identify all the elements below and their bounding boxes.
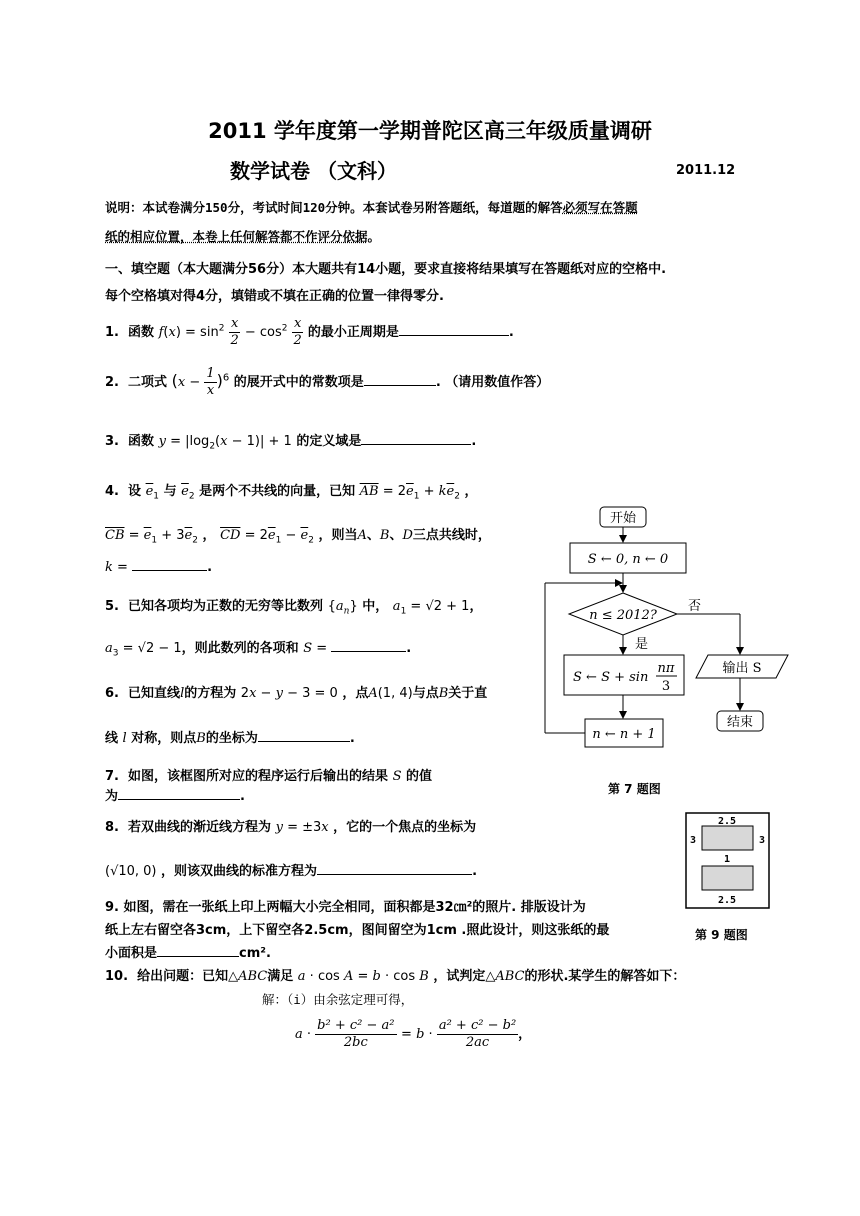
flow-init-label: S ← 0, n ← 0 — [587, 552, 669, 567]
photo-top — [702, 826, 753, 850]
question-8: 8. 若双曲线的渐近线方程为 y = ±3x ，它的一个焦点的坐标为 — [105, 820, 477, 835]
flow-end-label: 结束 — [726, 715, 754, 730]
q2-text: 二项式 — [128, 375, 168, 390]
q8-question: ，则该双曲线的标准方程为 — [161, 864, 318, 879]
instructions-line-1 — [105, 198, 638, 216]
photo-bottom — [702, 866, 753, 890]
q6-symmetric: 对称，则点 — [131, 731, 197, 746]
question-6-line-2: 线 l 对称，则点B的坐标为 . — [105, 727, 355, 746]
q8-text: 若双曲线的渐近线方程为 — [128, 820, 272, 835]
q4-text: 设 — [128, 484, 142, 499]
q9-figure-caption: 第 9 题图 — [695, 928, 748, 942]
question-3: 3. 函数 $y = |\log_2(x - 1)| + 1$ 的定义域是 . — [105, 430, 476, 452]
q10-eq-end: ， — [518, 1027, 532, 1042]
q5-number: 5. — [105, 599, 119, 614]
flow-update-den: 3 — [661, 679, 671, 694]
q9-unit: cm². — [239, 946, 271, 961]
q10-equation: a · $\frac{\text{b² + c² − a²}}{2bc}$ = b · $\frac{\text{a² + c² − b²}}{2ac}$ ， — [295, 1018, 532, 1050]
q9-number: 9. — [105, 900, 119, 915]
q5-end: . — [406, 641, 412, 656]
q5-question: ，则此数列的各项和 — [181, 641, 299, 656]
q4-and: 与 — [163, 484, 177, 499]
flow-condition-label: n ≤ 2012? — [589, 608, 657, 623]
q2-question: 的展开式中的常数项是 — [233, 375, 364, 390]
fig9-right-margin: 3 — [758, 835, 766, 846]
page-subtitle: 数学试卷 （文科） — [230, 159, 397, 183]
q8-number: 8. — [105, 820, 119, 835]
q8-end: . — [472, 864, 478, 879]
question-7-line-2 — [105, 785, 245, 804]
q4-line1-end: ， — [464, 484, 478, 499]
q9-question: 小面积是 — [105, 946, 158, 961]
instructions-emphasis-2: 纸的相应位置，本卷上任何解答都不作评分依据 — [105, 229, 368, 244]
q7-flowchart — [540, 500, 800, 800]
q10-number: 10. — [105, 969, 129, 984]
q3-text: 函数 — [128, 434, 155, 449]
q3-question: 的定义域是 — [296, 434, 362, 449]
q6-equation-label: 的方程为 — [184, 686, 237, 701]
q4-collinear: 三点共线时， — [412, 528, 491, 543]
question-4-line-3: k = . — [105, 557, 212, 575]
q2-number: 2. — [105, 375, 119, 390]
q6-question: 的坐标为 — [205, 731, 258, 746]
instructions-end: 。 — [367, 229, 381, 244]
question-5: 5. 已知各项均为正数的无穷等比数列 $\{a_n\}$ 中， $a_1 = √2 + 1$， — [105, 599, 483, 617]
flow-update-label: S ← S + sin — [573, 670, 649, 685]
q4-answer-blank — [132, 557, 207, 571]
q3-end: . — [471, 434, 477, 449]
instructions-emphasis: 必须写在答题 — [562, 200, 638, 215]
question-2: 2. 二项式 (x − $\frac{1}{x}$ )$^6$ 的展开式中的常数项是 . （请用数值作答） — [105, 366, 550, 398]
q4-number: 4. — [105, 484, 119, 499]
flow-increment-label: n ← n + 1 — [592, 727, 656, 742]
q7-for: 为 — [105, 789, 119, 804]
q5-in: 中， — [362, 599, 389, 614]
instructions-text: 说明：本试卷满分150分，考试时间120分钟。本套试卷另附答题纸，每道题的解答 — [105, 200, 563, 215]
question-6: 6. 已知直线l的方程为 2x − y − 3 = 0 ，点A(1, 4)与点B关于直 — [105, 686, 488, 701]
question-1: 1. 函数 $f(x) = \sin^2$ $\frac{x}{2}$ − $\cos^2$ $\frac{x}{2}$ 的最小正周期是 . — [105, 316, 514, 348]
q1-end: . — [508, 325, 514, 340]
q9-text: 如图，需在一张纸上印上两幅大小完全相同，面积都是32㎝²的照片. 排版设计为 — [123, 900, 586, 915]
q6-line1-end: 关于直 — [448, 686, 488, 701]
q9-figure — [685, 812, 770, 909]
question-8-line-2: (√10, 0) ，则该双曲线的标准方程为 . — [105, 860, 477, 879]
q7-number: 7. — [105, 769, 119, 784]
question-9-line-3 — [105, 942, 271, 961]
q10-determine: ，试判定△ — [433, 969, 496, 984]
q2-answer-blank — [364, 372, 436, 386]
question-4: 4. 设 $\overline{e}_1$ 与 $\overline{e}_2$ 是两个不共线的向量，已知 $\overline{AB} = 2\overline{e}_1 + k\overline{e}_2$ ， — [105, 484, 478, 502]
q3-number: 3. — [105, 434, 119, 449]
q7-answer-blank — [118, 786, 240, 800]
question-9-line-2: 纸上左右留空各3cm，上下留空各2.5cm，图间留空为1cm .照此设计，则这张纸的最 — [105, 923, 610, 938]
q2-end: . （请用数值作答） — [435, 375, 550, 390]
question-4-line-2: $\overline{CB} = \overline{e}_1 + 3\overline{e}_2$ ， $\overline{CD} = 2\overline{e}_1 - \overline{e}_2$ ，则当A、B、D三点共线时， — [105, 528, 491, 546]
question-9 — [105, 896, 586, 915]
q4-when: ，则当 — [318, 528, 358, 543]
q10-student-answer: 的形状.某学生的解答如下： — [524, 969, 686, 984]
q3-answer-blank — [361, 431, 471, 445]
q6-and: 与点 — [412, 686, 439, 701]
q6-end: . — [349, 731, 355, 746]
q7-end: . — [240, 789, 245, 804]
fig9-left-margin: 3 — [689, 835, 697, 846]
fig9-top-margin: 2.5 — [717, 816, 737, 827]
q9-answer-blank — [157, 943, 239, 957]
section-1-header: 一、填空题（本大题满分56分）本大题共有14小题，要求直接将结果填写在答题纸对应的空格中. — [105, 262, 667, 277]
fig9-bottom-margin: 2.5 — [717, 895, 737, 906]
q1-number: 1. — [105, 325, 119, 340]
q6-line: 线 — [105, 731, 119, 746]
q1-answer-blank — [399, 322, 509, 336]
exam-date: 2011.12 — [676, 163, 736, 178]
q4-condition: 是两个不共线的向量，已知 — [199, 484, 356, 499]
q5-line1-end: ， — [469, 599, 483, 614]
flow-no-label: 否 — [688, 599, 702, 614]
question-7: 7. 如图，该框图所对应的程序运行后输出的结果 S 的值 — [105, 769, 433, 784]
q10-text: 给出问题：已知△ — [137, 969, 239, 984]
q10-satisfies: 满足 — [267, 969, 294, 984]
flow-output-label: 输出 S — [722, 661, 762, 676]
question-10: 10. 给出问题：已知△ABC满足 a · cos A = b · cos B ，试判定△ABC的形状.某学生的解答如下： — [105, 969, 686, 984]
page-title: 2011 学年度第一学期普陀区高三年级质量调研 — [208, 119, 652, 143]
q7-text: 如图，该框图所对应的程序运行后输出的结果 — [128, 769, 389, 784]
fig9-gap: 1 — [723, 854, 731, 865]
q7-line1-end: 的值 — [406, 769, 433, 784]
q1-question: 的最小正周期是 — [307, 325, 399, 340]
q7-figure-caption: 第 7 题图 — [608, 782, 661, 796]
q10-solution-line: 解：（i）由余弦定理可得， — [262, 992, 414, 1007]
q1-text: 函数 — [128, 325, 155, 340]
q6-answer-blank — [258, 728, 350, 742]
instructions-line-2 — [105, 227, 380, 245]
q6-number: 6. — [105, 686, 119, 701]
flow-yes-label: 是 — [635, 637, 649, 652]
q6-point-label: ，点 — [342, 686, 369, 701]
q8-focus: ，它的一个焦点的坐标为 — [333, 820, 477, 835]
section-1-rules: 每个空格填对得4分，填错或不填在正确的位置一律得零分. — [105, 289, 444, 304]
q5-answer-blank — [331, 638, 406, 652]
q4-end: . — [207, 560, 213, 575]
q5-text: 已知各项均为正数的无穷等比数列 — [128, 599, 324, 614]
q4-comma: ， — [202, 528, 216, 543]
q6-text: 已知直线 — [128, 686, 181, 701]
flow-update-num: nπ — [657, 661, 675, 676]
question-5-line-2: $a_3 = √2 - 1$，则此数列的各项和 S = . — [105, 637, 411, 659]
q8-answer-blank — [317, 861, 472, 875]
q1-formula: f — [158, 325, 164, 340]
flow-start-label: 开始 — [609, 511, 637, 526]
